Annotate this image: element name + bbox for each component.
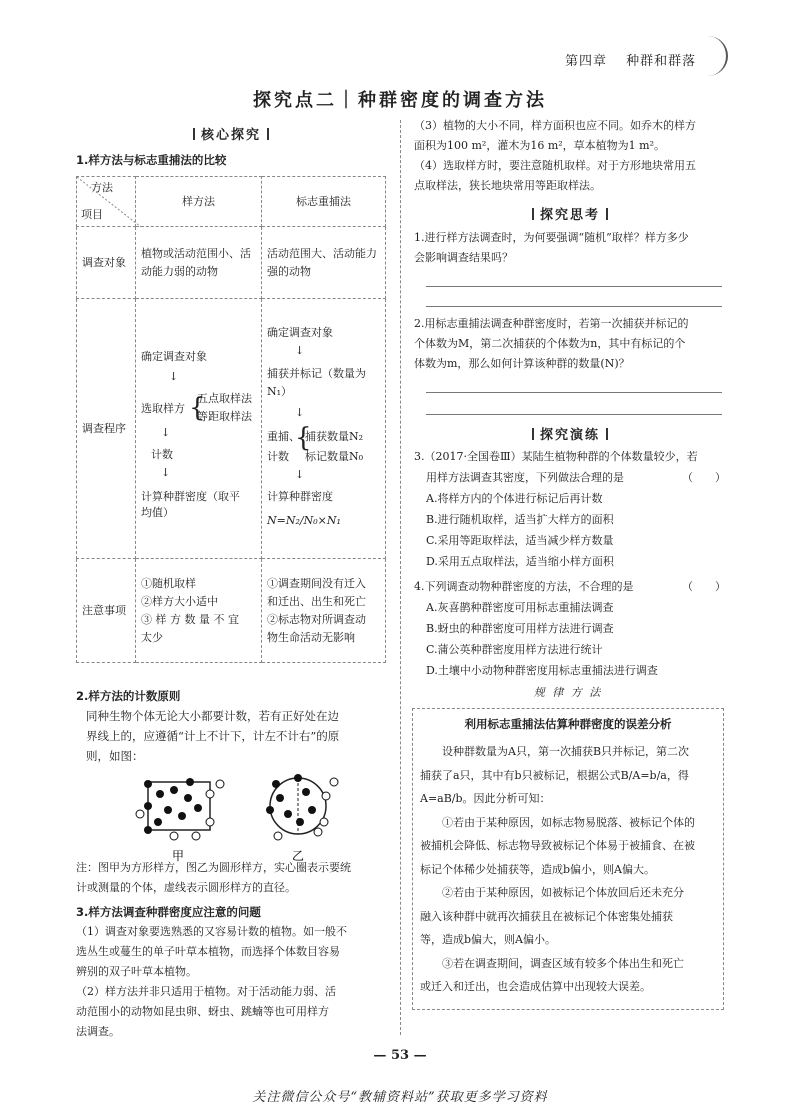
section2-title: 2.样方法的计数原则 xyxy=(76,689,181,703)
figure-b-label: 乙 xyxy=(292,849,305,863)
square-filled-dots xyxy=(144,778,202,834)
text-line: 法调查。 xyxy=(76,1025,120,1038)
answer-line xyxy=(426,286,722,287)
note-line: ②标志物对所调查动 xyxy=(267,612,366,626)
text-line: ①若由于某种原因，如标志物易脱落、被标记个体的 xyxy=(442,815,695,829)
proc1-step2: 选取样方 xyxy=(141,401,185,415)
corner-item: 项目 xyxy=(81,208,103,221)
section3-text xyxy=(76,922,390,1042)
answer-line xyxy=(426,392,722,393)
option-c: C.采用等距取样法，适当减少样方数量 xyxy=(426,534,614,547)
page-title: 探究点二｜种群密度的调查方法 xyxy=(253,90,547,111)
answer-bracket: （ ） xyxy=(682,471,726,484)
text-line: 同种生物个体无论大小都要计数，若有正好处在边 xyxy=(86,709,339,723)
cell-quadrat-procedure: 确定调查对象 ↓ 选取样方 { 五点取样法 等距取样法 ↓ 计数 ↓ 计算种群密度（取平均值） xyxy=(136,299,262,559)
proc1-equidistant: 等距取样法 xyxy=(197,409,252,423)
corner-method: 方法 xyxy=(91,181,113,194)
chapter-title: 种群和群落 xyxy=(626,54,697,69)
section3-title: 3.样方法调查种群密度应注意的问题 xyxy=(76,905,261,919)
proc2-formula: N=N₂/N₀×N₁ xyxy=(267,513,341,527)
col-header-mark-recapture: 标志重捕法 xyxy=(262,177,386,227)
proc1-five-point: 五点取样法 xyxy=(197,391,252,405)
counting-figure xyxy=(130,770,360,870)
option-a: A.灰喜鹊种群密度可用标志重捕法调查 xyxy=(426,601,614,614)
option-d: D.土壤中小动物种群密度用标志重捕法进行调查 xyxy=(426,664,658,677)
text-line: 点取样法，狭长地块常用等距取样法。 xyxy=(414,179,601,192)
cell-mark-object: 活动范围大、活动能力强的动物 xyxy=(262,227,386,299)
question-1 xyxy=(414,228,726,268)
question-4-options xyxy=(414,597,726,681)
row-head-notes: 注意事项 xyxy=(77,559,136,663)
cell-mark-notes xyxy=(262,559,386,663)
text-line: 捕获了a只，其中有b只被标记，根据公式B/A=b/a，得 xyxy=(420,768,689,782)
proc2-step1: 确定调查对象 xyxy=(267,325,333,339)
text-line: 动范围小的动物如昆虫卵、蚜虫、跳蝻等也可用样方 xyxy=(76,1005,329,1018)
option-c: C.蒲公英种群密度用样方法进行统计 xyxy=(426,643,603,656)
text-line: 界线上的，应遵循“计上不计下，计左不计右”的原 xyxy=(86,729,340,743)
core-section-label: 核心探究 xyxy=(76,124,386,143)
think-section-label: 探究思考 xyxy=(414,204,726,223)
answer-line xyxy=(426,306,722,307)
text-line: 等，造成b偏大，则A偏小。 xyxy=(420,933,556,946)
col-header-quadrat: 样方法 xyxy=(136,177,262,227)
text-line: 会影响调查结果吗？ xyxy=(414,251,513,264)
text-line: 选丛生或蔓生的单子叶草本植物，而选择个体数目容易 xyxy=(76,945,340,958)
table-corner xyxy=(77,177,136,227)
proc1-count: 计数 xyxy=(151,447,173,461)
note-line: 和迁出、出生和死亡 xyxy=(267,594,366,608)
footer-note: 关注微信公众号“教辅资料站”获取更多学习资料 xyxy=(252,1090,548,1105)
text-line: 则，如图： xyxy=(86,749,144,763)
proc2-density: 计算种群密度 xyxy=(267,489,333,503)
question-2 xyxy=(414,314,726,374)
question-4 xyxy=(414,576,726,681)
text-line: 注：图甲为方形样方，图乙为圆形样方，实心圈表示要统 xyxy=(76,861,351,874)
question-3-options xyxy=(414,488,726,572)
proc2-count: 计数 xyxy=(267,449,289,463)
figure-a-label: 甲 xyxy=(172,849,185,863)
chapter-header xyxy=(565,50,696,69)
note-line: 物生命活动无影响 xyxy=(267,630,355,644)
proc2-recapture: 重捕、 xyxy=(267,429,300,443)
text-line: 计或测量的个体，虚线表示圆形样方的直径。 xyxy=(76,881,296,894)
text-line: 2.用标志重捕法调查种群密度时，若第一次捕获并标记的 xyxy=(414,317,689,330)
comparison-table xyxy=(76,176,386,663)
row-head-procedure: 调查程序 xyxy=(77,299,136,559)
cell-quadrat-object: 植物或活动范围小、活动能力弱的动物 xyxy=(136,227,262,299)
proc2-captured: 捕获数量N₂ xyxy=(305,429,364,443)
note-line: 太少 xyxy=(141,630,163,644)
answer-bracket: （ ） xyxy=(682,580,726,593)
text-line: 被捕机会降低、标志物导致被标记个体易于被捕食、在被 xyxy=(420,839,695,852)
text-line: 设种群数量为A只，第一次捕获B只并标记，第二次 xyxy=(442,745,690,758)
text-line: 标记个体稀少处捕获等，造成b偏小，则A偏大。 xyxy=(420,862,655,876)
option-b: B.蚜虫的种群密度可用样方法进行调查 xyxy=(426,622,614,635)
text-line: 个体数为M，第二次捕获的个体数为n，其中有标记的个 xyxy=(414,337,686,350)
section1-title: 1.样方法与标志重捕法的比较 xyxy=(76,153,227,167)
option-d: D.采用五点取样法，适当缩小样方面积 xyxy=(426,555,614,568)
chapter-number: 第四章 xyxy=(565,54,608,69)
method-title: 利用标志重捕法估算种群密度的误差分析 xyxy=(464,717,672,731)
text-line: 面积为100 m²，灌木为16 m²，草本植物为1 m²。 xyxy=(414,139,666,152)
question-3 xyxy=(414,446,726,572)
text-line: 1.进行样方法调查时，为何要强调“随机”取样？样方多少 xyxy=(414,231,689,244)
note-line: ③ 样 方 数 量 不 宜 xyxy=(141,612,239,626)
note-line: ①调查期间没有迁入 xyxy=(267,576,366,590)
text-line: ②若由于某种原因，如被标记个体放回后还未充分 xyxy=(442,886,684,899)
text-line: 辨别的双子叶草本植物。 xyxy=(76,965,197,978)
cell-mark-procedure: 确定调查对象 ↓ 捕获并标记（数量为N₁） ↓ 重捕、 计数 { 捕获数量N₂ 标记数量N₀ ↓ 计算种群密度 N=N₂/N₀×N₁ xyxy=(262,299,386,559)
text-line: 4.下列调查动物种群密度的方法，不合理的是 xyxy=(414,580,634,593)
row-head-object: 调查对象 xyxy=(77,227,136,299)
option-a: A.将样方内的个体进行标记后再计数 xyxy=(426,492,603,505)
method-body xyxy=(420,740,718,999)
text-line: （2）样方法并非只适用于植物。对于活动能力弱、活 xyxy=(76,985,336,998)
header-decoration xyxy=(708,36,728,76)
text-line: （1）调查对象要选熟悉的又容易计数的植物。如一般不 xyxy=(76,925,347,938)
note-line: ②样方大小适中 xyxy=(141,594,218,608)
section2-text xyxy=(86,706,386,766)
proc1-step1: 确定调查对象 xyxy=(141,349,207,363)
text-line: 3.（2017·全国卷Ⅲ）某陆生植物种群的个体数量较少，若 xyxy=(414,450,698,463)
figure-note xyxy=(76,858,388,898)
text-line: 或迁入和迁出，也会造成估算中出现较大误差。 xyxy=(420,980,651,993)
right-top-text xyxy=(414,116,726,196)
text-line: A=aB/b。因此分析可知： xyxy=(420,792,551,805)
drill-section-label: 探究演练 xyxy=(414,424,726,443)
note-line: ①随机取样 xyxy=(141,576,196,590)
method-label: 规 律 方 法 xyxy=(533,686,603,699)
proc1-density: 计算种群密度（取平均值） xyxy=(141,489,240,519)
text-line: 体数为m，那么如何计算该种群的数量(N)？ xyxy=(414,357,630,370)
proc2-step2: 捕获并标记（数量为N₁） xyxy=(267,366,366,398)
cell-quadrat-notes xyxy=(136,559,262,663)
answer-line xyxy=(426,414,722,415)
text-line: （3）植物的大小不同，样方面积也应不同。如乔木的样方 xyxy=(414,119,696,132)
text-line: （4）选取样方时，要注意随机取样。对于方形地块常用五 xyxy=(414,159,696,172)
column-divider xyxy=(400,120,401,1035)
text-line: 用样方法调查其密度，下列做法合理的是 xyxy=(426,471,624,484)
text-line: ③若在调查期间，调查区域有较多个体出生和死亡 xyxy=(442,956,684,970)
proc2-marked: 标记数量N₀ xyxy=(305,449,364,463)
option-b: B.进行随机取样，适当扩大样方的面积 xyxy=(426,513,614,526)
text-line: 融入该种群中就再次捕获且在被标记个体密集处捕获 xyxy=(420,909,673,923)
page-number: — 53 — xyxy=(373,1048,427,1063)
